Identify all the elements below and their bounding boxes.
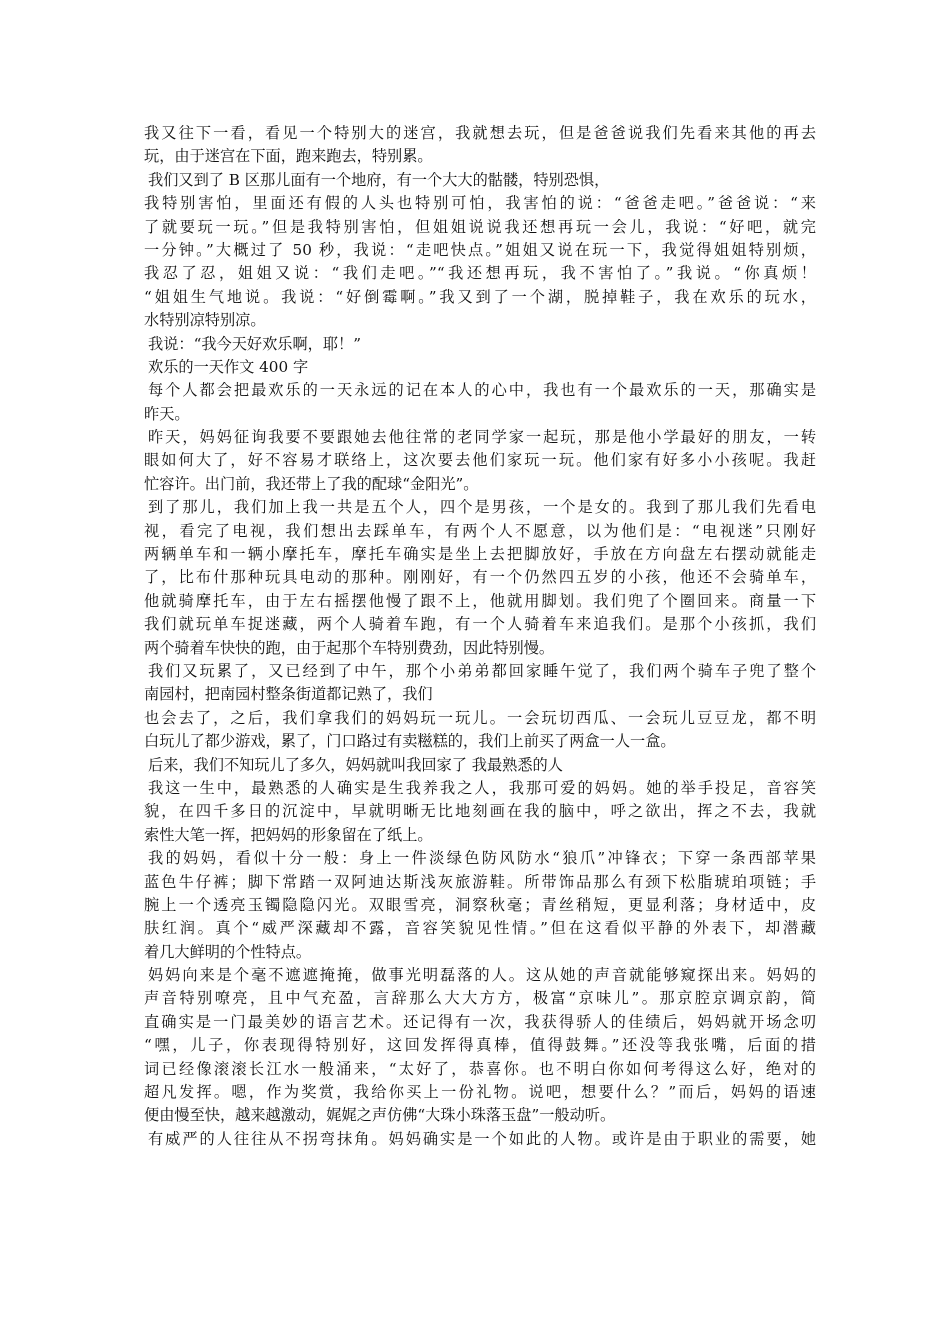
- document-body: [144, 122, 816, 1151]
- text-line: 两个骑着车快快的跑，由于起那个车特别费劲，因此特别慢。: [144, 638, 555, 657]
- text-line: 也会去了，之后，我们拿我们的妈妈玩一玩儿。一会玩切西瓜、一会玩儿豆豆龙，都不明: [144, 708, 816, 727]
- text-line: 南园村，把南园村整条街道都记熟了，我们: [144, 685, 433, 704]
- text-line: 眼如何大了，好不容易才联络上，这次要去他们家玩一玩。他们家有好多小小孩呢。我赶: [144, 451, 816, 470]
- text-line: “嘿，儿子，你表现得特别好，这回发挥得真棒，值得鼓舞。”还没等我张嘴，后面的措: [144, 1036, 816, 1055]
- text-line: 有威严的人往往从不拐弯抹角。妈妈确实是一个如此的人物。或许是由于职业的需要，她: [148, 1129, 816, 1148]
- text-line: 昨天，妈妈征询我要不要跟她去他往常的老同学家一起玩，那是他小学最好的朋友，一转: [148, 428, 816, 447]
- text-line: 忙容许。出门前，我还带上了我的配球“金阳光”。: [144, 474, 479, 493]
- text-line: 了，比布什那种玩具电动的那种。刚刚好，有一个仍然四五岁的小孩，他还不会骑单车，: [144, 568, 816, 587]
- text-line: 每个人都会把最欢乐的一天永远的记在本人的心中，我也有一个最欢乐的一天，那确实是: [148, 381, 816, 400]
- text-line: 我们又玩累了，又已经到了中午，那个小弟弟都回家睡午觉了，我们两个骑车子兜了整个: [148, 661, 816, 680]
- text-line: 到了那儿，我们加上我一共是五个人，四个是男孩，一个是女的。我到了那儿我们先看电: [148, 498, 816, 517]
- text-line: 肤红润。真个“威严深藏却不露，音容笑貌见性情。”但在这看似平静的外表下，却潜藏: [144, 919, 816, 938]
- text-line: 昨天。: [144, 404, 190, 423]
- text-line: 我特别害怕，里面还有假的人头也特别可怕，我害怕的说：“爸爸走吧。”爸爸说：“来: [144, 194, 816, 213]
- text-line: 我们又到了 B 区那儿面有一个地府，有一个大大的骷髅，特别恐惧，: [148, 170, 610, 189]
- text-line: 玩，由于迷宫在下面，跑来跑去，特别累。: [144, 147, 433, 166]
- text-line: 索性大笔一挥，把妈妈的形象留在了纸上。: [144, 825, 433, 844]
- text-line: 我忍了忍，姐姐又说：“我们走吧。”“我还想再玩，我不害怕了。”我说。“你真烦！: [144, 264, 816, 283]
- text-line: 超凡发挥。嗯，作为奖赏，我给你买上一份礼物。说吧，想要什么？”而后，妈妈的语速: [144, 1083, 816, 1102]
- text-line: 我说：“我今天好欢乐啊，耶！”: [148, 334, 361, 353]
- text-line: 水特别凉特别凉。: [144, 311, 266, 330]
- text-line: 欢乐的一天作文 400 字: [148, 357, 309, 376]
- text-line: 我们就玩单车捉迷藏，两个人骑着车跑，有一个人骑着车来追我们。是那个小孩抓，我们: [144, 615, 816, 634]
- text-line: 了就要玩一玩。”但是我特别害怕，但姐姐说说我还想再玩一会儿，我说：“好吧，就完: [144, 217, 816, 236]
- text-line: 视，看完了电视，我们想出去踩单车，有两个人不愿意，以为他们是：“电视迷”只刚好: [144, 521, 816, 540]
- text-line: 白玩儿了都少游戏，累了，门口路过有卖糍糕的，我们上前买了两盒一人一盒。: [144, 732, 676, 751]
- text-line: “姐姐生气地说。我说：“好倒霉啊。”我又到了一个湖，脱掉鞋子，我在欢乐的玩水，: [144, 287, 816, 306]
- text-line: 我这一生中，最熟悉的人确实是生我养我之人，我那可爱的妈妈。她的举手投足，音容笑: [148, 778, 816, 797]
- text-line: 他就骑摩托车，由于左右摇摆他慢了跟不上，他就用脚划。我们兜了个圈回来。商量一下: [144, 591, 816, 610]
- text-line: 腕上一个透亮玉镯隐隐闪光。双眼雪亮，洞察秋毫；青丝稍短，更显利落；身材适中，皮: [144, 895, 816, 914]
- text-line: 一分钟。”大概过了 50 秒，我说：“走吧快点。”姐姐又说在玩一下，我觉得姐姐特别烦，: [144, 240, 816, 259]
- text-line: 我的妈妈，看似十分一般：身上一件淡绿色防风防水“狼爪”冲锋衣；下穿一条西部苹果: [148, 849, 816, 868]
- text-line: 貌，在四千多日的沉淀中，早就明晰无比地刻画在我的脑中，呼之欲出，挥之不去，我就: [144, 802, 816, 821]
- text-line: 直确实是一门最美妙的语言艺术。还记得有一次，我获得骄人的佳绩后，妈妈就开场念叨: [144, 1012, 816, 1031]
- text-line: 后来，我们不知玩儿了多久，妈妈就叫我回家了 我最熟悉的人: [148, 755, 563, 774]
- text-line: 两辆单车和一辆小摩托车，摩托车确实是坐上去把脚放好，手放在方向盘左右摆动就能走: [144, 545, 816, 564]
- text-line: 蓝色牛仔裤；脚下常踏一双阿迪达斯浅灰旅游鞋。所带饰品那么有颈下松脂琥珀项链；手: [144, 872, 816, 891]
- text-line: 着几大鲜明的个性特点。: [144, 942, 312, 961]
- text-line: 我又往下一看，看见一个特别大的迷宫，我就想去玩，但是爸爸说我们先看来其他的再去: [144, 124, 816, 142]
- text-line: 便由慢至快，越来越激动，娓娓之声仿佛“大珠小珠落玉盘”一般动听。: [144, 1106, 616, 1125]
- text-line: 声音特别嘹亮，且中气充盈，言辞那么大大方方，极富“京味儿”。那京腔京调京韵，简: [144, 989, 816, 1008]
- text-line: 妈妈向来是个毫不遮遮掩掩，做事光明磊落的人。这从她的声音就能够窥探出来。妈妈的: [148, 966, 816, 985]
- text-line: 词已经像滚滚长江水一般涌来，“太好了，恭喜你。也不明白你如何考得这么好，绝对的: [144, 1059, 816, 1078]
